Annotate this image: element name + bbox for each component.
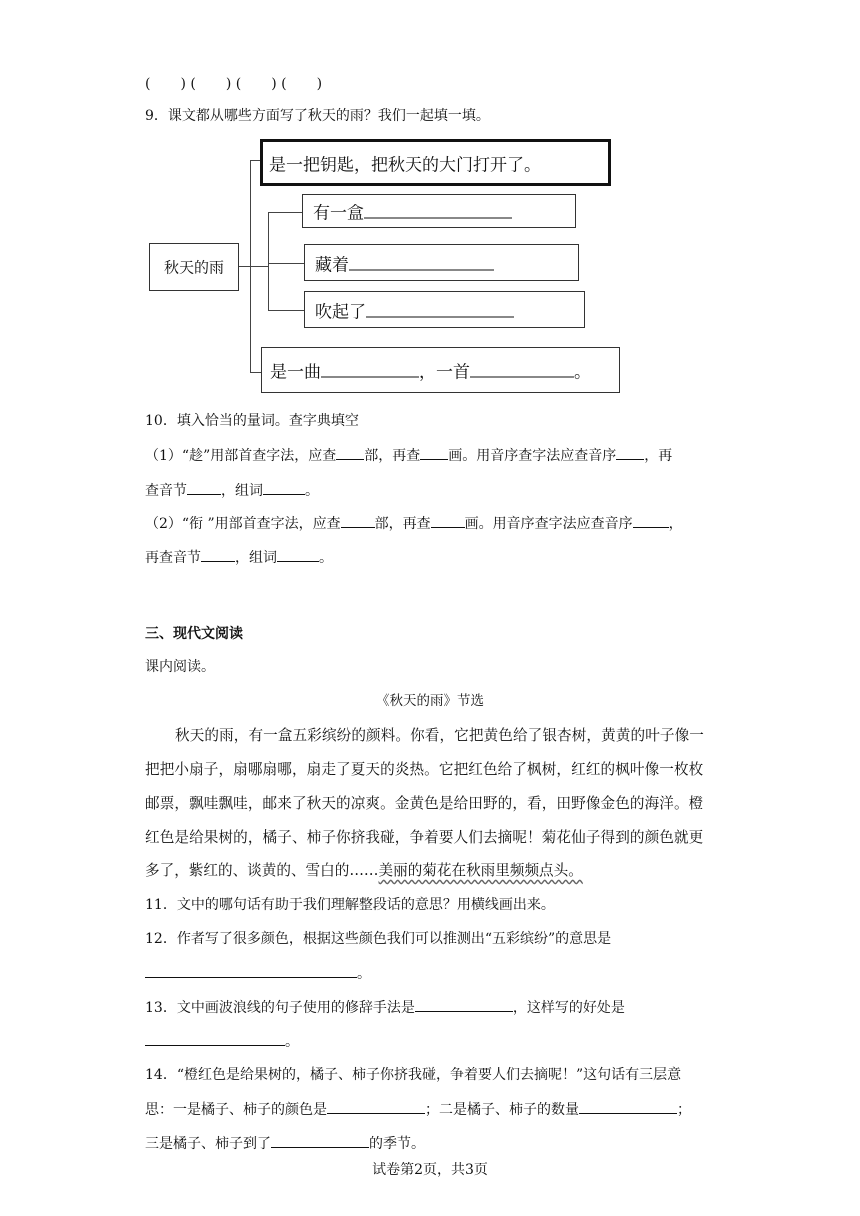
page-footer: 试卷第2页，共3页 <box>372 1162 488 1178</box>
passage-line: 邮票，飘哇飘哇，邮来了秋天的凉爽。金黄色是给田野的，看，田野像金色的海洋。橙 <box>145 795 704 812</box>
section-heading: 三、现代文阅读 <box>145 626 243 642</box>
diagram-root-box: 秋天的雨 <box>149 243 239 291</box>
wavy-underlined-sentence: 美丽的菊花在秋雨里频频点头。 <box>378 862 583 879</box>
diagram-top-box: 是一把钥匙，把秋天的大门打开了。 <box>260 139 611 186</box>
diagram-box-hides: 藏着 <box>304 244 579 281</box>
passage-line: 多了，紫红的、谈黄的、雪白的……美丽的菊花在秋雨里频频点头。 <box>145 862 583 879</box>
q14-line2: 思：一是橘子、柿子的颜色是 ；二是橘子、柿子的数量 ； <box>145 1099 691 1120</box>
passage-line: 把把小扇子，扇哪扇哪，扇走了夏天的炎热。它把红色给了枫树，红红的枫叶像一枚枚 <box>145 761 704 778</box>
q10-part1-line1: （1）“趁”用部首查字法，应查 部，再查 画。用音序查字法应查音序 ，再 <box>145 445 672 466</box>
q10-part1-line2: 查音节 ，组词 。 <box>145 480 319 501</box>
q13-answer-line: 。 <box>145 1031 299 1052</box>
q10-part2-line1: （2）“衔 ”用部首查字法，应查 部，再查 画。用音序查字法应查音序 ， <box>145 513 683 534</box>
q8-answer-brackets: ( ) ( ) ( ) ( ) <box>145 76 323 92</box>
q12-question: 12．作者写了很多颜色，根据这些颜色我们可以推测出“五彩缤纷”的意思是 <box>145 931 612 947</box>
passage-line: 红色是给果树的，橘子、柿子你挤我碰，争着要人们去摘呢！菊花仙子得到的颜色就更 <box>145 829 704 846</box>
q9-question: 9．课文都从哪些方面写了秋天的雨？我们一起填一填。 <box>145 108 490 124</box>
q13-question: 13．文中画波浪线的句子使用的修辞手法是 ，这样写的好处是 <box>145 997 625 1018</box>
diagram-box-paints: 有一盒 <box>302 194 576 228</box>
q10-question: 10．填入恰当的量词。查字典填空 <box>145 413 359 429</box>
q14-line3: 三是橘子、柿子到了 的季节。 <box>145 1133 425 1154</box>
q11-question: 11．文中的哪句话有助于我们理解整段话的意思？用横线画出来。 <box>145 897 555 913</box>
section-subheading: 课内阅读。 <box>145 659 215 675</box>
q10-part2-line2: 再查音节 ，组词 。 <box>145 547 333 568</box>
diagram-bottom-box: 是一曲 ，一首 。 <box>261 347 620 393</box>
diagram-box-blows: 吹起了 <box>304 291 585 328</box>
passage-line: 秋天的雨，有一盒五彩缤纷的颜料。你看，它把黄色给了银杏树，黄黄的叶子像一 <box>175 727 704 744</box>
q14-question: 14．“橙红色是给果树的，橘子、柿子你挤我碰，争着要人们去摘呢！”这句话有三层意 <box>145 1067 682 1083</box>
passage-title: 《秋天的雨》节选 <box>376 693 484 709</box>
q12-answer-line: 。 <box>145 963 371 984</box>
